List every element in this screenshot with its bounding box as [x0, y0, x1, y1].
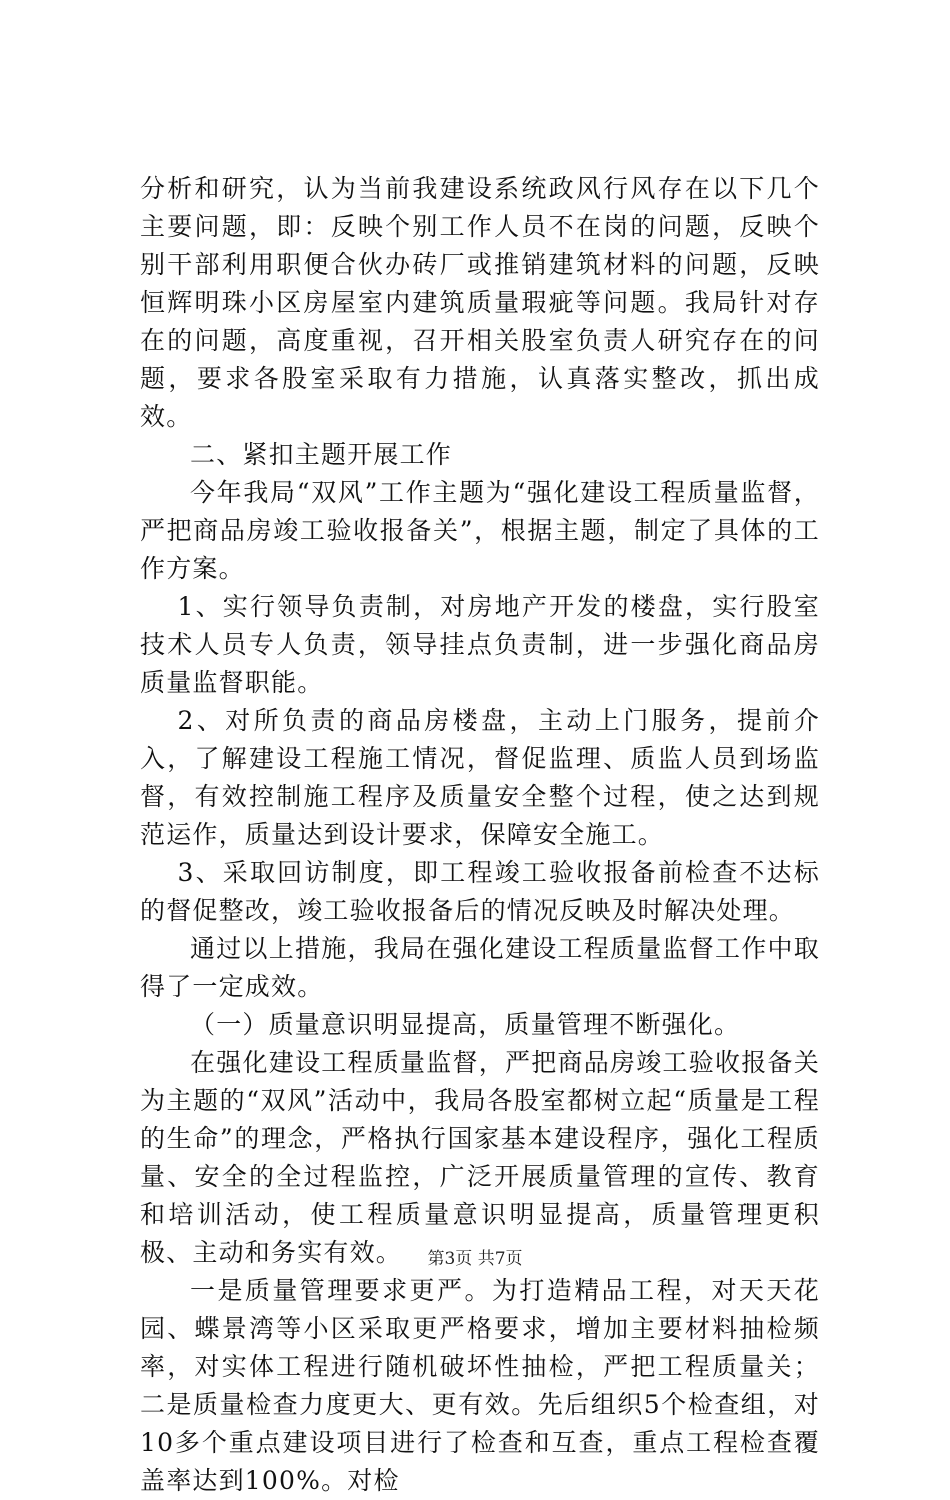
paragraph-theme: 今年我局“双风”工作主题为“强化建设工程质量监督，严把商品房竣工验收报备关”，根据主题，制定了具体的工作方案。: [140, 478, 820, 583]
page-number-footer: 第3页 共7页: [427, 1249, 523, 1269]
paragraph-measures: 一是质量管理要求更严。为打造精品工程，对天天花园、蝶景湾等小区采取更严格要求，增加主要材料抽检频率，对实体工程进行随机破坏性抽检，严把工程质量关；二是质量检查力度更大、更有效。先后组织5个检查组，对10多个重点建设项目进行了检查和互查，重点工程检查覆盖率达到100%。对检: [140, 1276, 820, 1495]
section-heading-2: 二、紧扣主题开展工作: [190, 440, 453, 469]
document-body: [140, 170, 820, 1500]
list-item-3: 3、采取回访制度，即工程竣工验收报备前检查不达标的督促整改，竣工验收报备后的情况反映及时解决处理。: [140, 858, 820, 925]
list-item-2: 2、对所负责的商品房楼盘，主动上门服务，提前介入，了解建设工程施工情况，督促监理、质监人员到场监督，有效控制施工程序及质量安全整个过程，使之达到规范运作，质量达到设计要求，保障安全施工。: [140, 706, 820, 849]
paragraph-analysis: 分析和研究，认为当前我建设系统政风行风存在以下几个主要问题，即：反映个别工作人员不在岗的问题，反映个别干部利用职便合伙办砖厂或推销建筑材料的问题，反映恒辉明珠小区房屋室内建筑质量瑕疵等问题。我局针对存在的问题，高度重视，召开相关股室负责人研究存在的问题，要求各股室采取有力措施，认真落实整改，抓出成效。: [140, 174, 820, 431]
paragraph-results: 通过以上措施，我局在强化建设工程质量监督工作中取得了一定成效。: [140, 934, 820, 1001]
subheading-1: （一）质量意识明显提高，质量管理不断强化。: [190, 1010, 741, 1039]
list-item-1: 1、实行领导负责制，对房地产开发的楼盘，实行股室技术人员专人负责，领导挂点负责制，进一步强化商品房质量监督职能。: [140, 592, 820, 697]
paragraph-quality: 在强化建设工程质量监督，严把商品房竣工验收报备关为主题的“双风”活动中，我局各股室都树立起“质量是工程的生命”的理念，严格执行国家基本建设程序，强化工程质量、安全的全过程监控，广泛开展质量管理的宣传、教育和培训活动，使工程质量意识明显提高，质量管理更积极、主动和务实有效。: [140, 1048, 820, 1267]
